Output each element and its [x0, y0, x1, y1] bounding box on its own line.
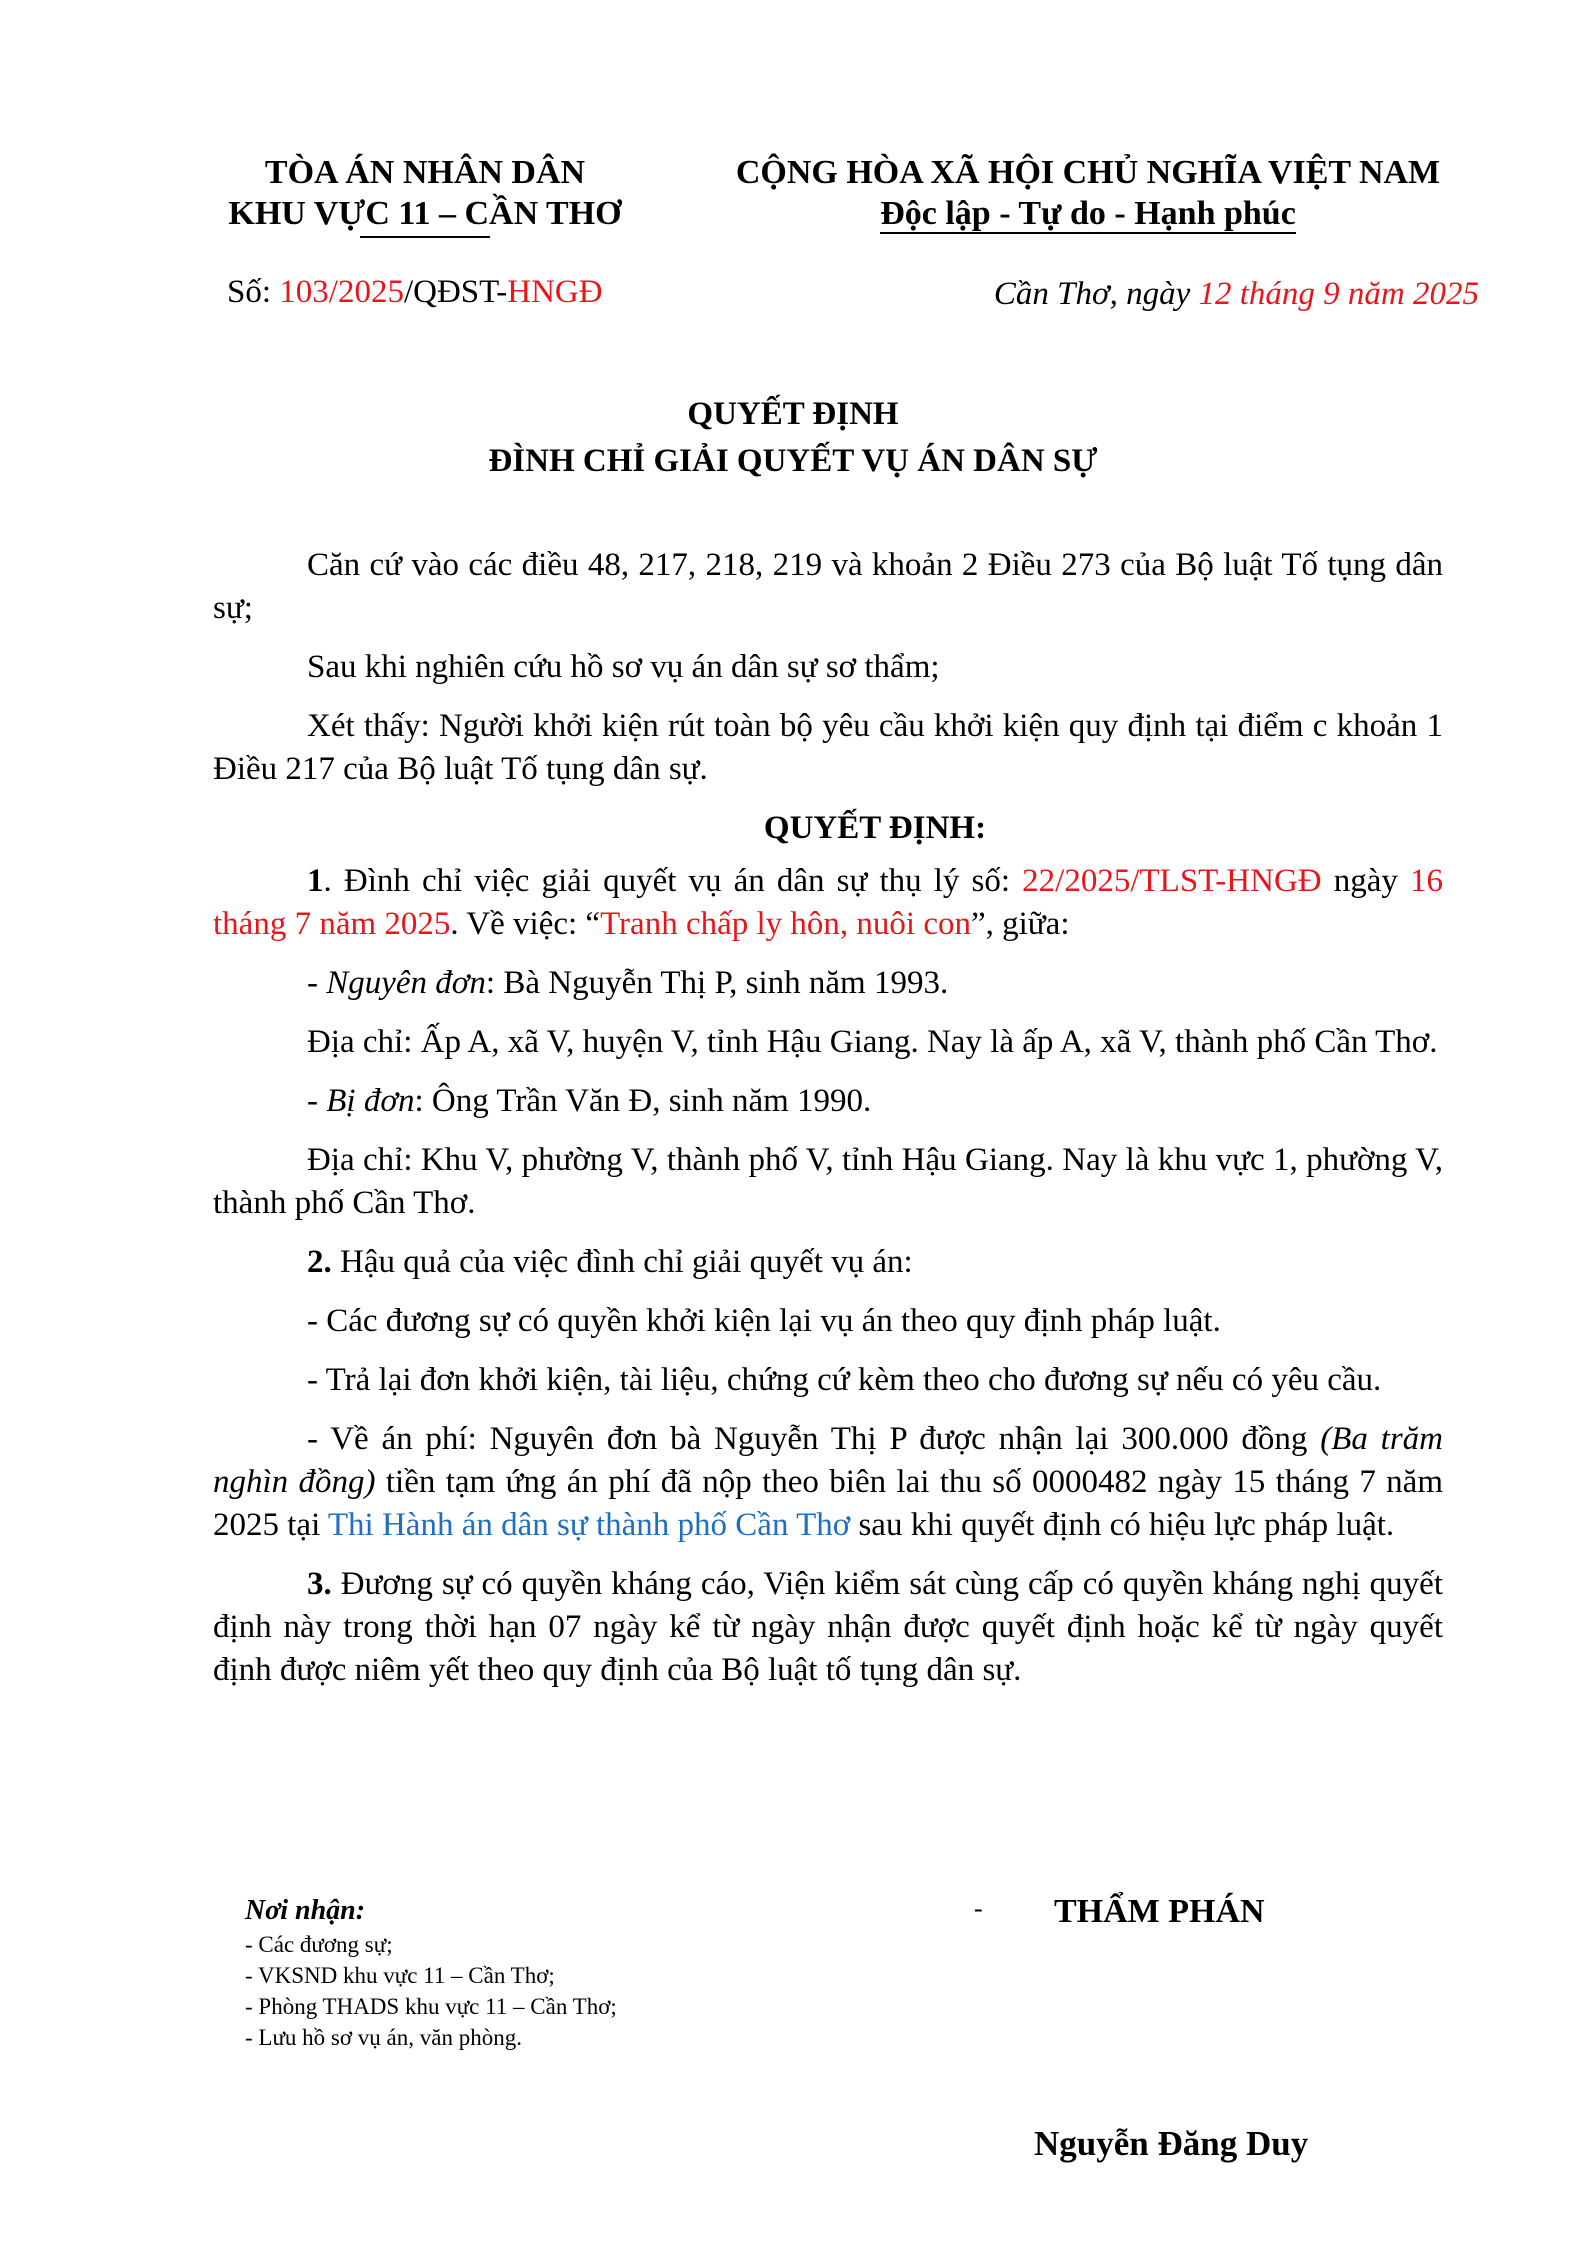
recipients-title: Nơi nhận:	[245, 1895, 366, 1926]
consequence-b: - Trả lại đơn khởi kiện, tài liệu, chứng cứ kèm theo cho đương sự nếu có yêu cầu.	[307, 1362, 1382, 1398]
item-number: 1	[307, 863, 324, 899]
recipient-item: - Các đương sự;	[245, 1932, 393, 1957]
document-body	[213, 544, 1443, 1708]
recipients	[245, 1893, 617, 2053]
case-number: 22/2025/TLST-HNGĐ	[1022, 863, 1322, 899]
defendant-text: : Ông Trần Văn Đ, sinh năm 1990.	[414, 1083, 872, 1119]
title-line-2: ĐÌNH CHỈ GIẢI QUYẾT VỤ ÁN DÂN SỰ	[488, 443, 1098, 479]
case-date: 16 tháng 7 năm 2025	[213, 863, 1443, 942]
item1-text: ngày	[1321, 863, 1410, 899]
number-prefix: Số:	[227, 274, 280, 310]
signature-dash: -	[974, 1894, 983, 1923]
recipient-item: - Phòng THADS khu vực 11 – Cần Thơ;	[245, 1994, 617, 2019]
defendant	[213, 1080, 1443, 1123]
document-title	[0, 391, 1586, 485]
national-motto	[688, 152, 1488, 234]
nation-line-2: Độc lập - Tự do - Hạnh phúc	[880, 195, 1296, 232]
plaintiff-address: Địa chỉ: Ấp A, xã V, huyện V, tỉnh Hậu Giang. Nay là ấp A, xã V, thành phố Cần Thơ.	[307, 1024, 1438, 1060]
date-value: 12 tháng 9 năm 2025	[1198, 276, 1479, 312]
court-name	[205, 152, 645, 238]
item2-text: Hậu quả của việc đình chỉ giải quyết vụ án:	[331, 1244, 913, 1280]
enforcement-agency: Thi Hành án dân sự thành phố Cần Thơ	[327, 1507, 851, 1543]
fee-words: (Ba trăm nghìn đồng)	[213, 1421, 1443, 1500]
recipient-item: - Lưu hồ sơ vụ án, văn phòng.	[245, 2025, 522, 2050]
court-line-1: TÒA ÁN NHÂN DÂN	[264, 154, 586, 191]
defendant-label: Bị đơn	[326, 1083, 415, 1119]
court-fee	[213, 1418, 1443, 1547]
signer-name: Nguyễn Đăng Duy	[1034, 2124, 1309, 2163]
legal-basis: Căn cứ vào các điều 48, 217, 218, 219 và khoản 2 Điều 273 của Bộ luật Tố tụng dân sự;	[213, 547, 1443, 626]
defendant-address: Địa chỉ: Khu V, phường V, thành phố V, tỉnh Hậu Giang. Nay là khu vực 1, phường V, thành phố Cần Thơ.	[213, 1142, 1443, 1221]
title-line-1: QUYẾT ĐỊNH	[687, 396, 899, 432]
plaintiff-text: : Bà Nguyễn Thị P, sinh năm 1993.	[485, 965, 949, 1001]
fee-text: sau khi quyết định có hiệu lực pháp luật.	[850, 1507, 1395, 1543]
item-number: 2.	[307, 1244, 332, 1280]
decision-item-2	[213, 1241, 1443, 1284]
decision-heading: QUYẾT ĐỊNH:	[763, 810, 987, 846]
item3-text: Đương sự có quyền kháng cáo, Viện kiểm sát cùng cấp có quyền kháng nghị quyết định này trong thời hạn 07 ngày kể từ ngày nhận được quyết định hoặc kể từ ngày quyết định được niêm yết theo quy định của Bộ luật tố tụng dân sự.	[213, 1566, 1443, 1688]
decision-item-1	[213, 860, 1443, 946]
consequence-a: - Các đương sự có quyền khởi kiện lại vụ án theo quy định pháp luật.	[307, 1303, 1221, 1339]
date-place: Cần Thơ, ngày	[993, 276, 1199, 312]
plaintiff-label: Nguyên đơn	[326, 965, 486, 1001]
dash: -	[307, 1083, 327, 1119]
document-date	[994, 276, 1479, 313]
review-statement: Sau khi nghiên cứu hồ sơ vụ án dân sự sơ thẩm;	[307, 649, 940, 685]
item1-text: . Đình chỉ việc giải quyết vụ án dân sự thụ lý số:	[323, 863, 1023, 899]
number-suffix: HNGĐ	[507, 274, 603, 310]
plaintiff	[213, 962, 1443, 1005]
item1-text: . Về việc: “	[450, 906, 601, 942]
dash: -	[307, 965, 327, 1001]
signer-role: THẨM PHÁN	[1054, 1893, 1265, 1930]
fee-text: tiền tạm ứng án phí đã nộp theo biên lai thu số 0000482 ngày 15 tháng 7 năm 2025 tại	[213, 1464, 1443, 1543]
fee-text: - Về án phí: Nguyên đơn bà Nguyễn Thị P được nhận lại 300.000 đồng	[307, 1421, 1321, 1457]
number-value: 103/2025	[279, 274, 404, 310]
number-mid: /QĐST-	[403, 274, 508, 310]
recipient-item: - VKSND khu vực 11 – Cần Thơ;	[245, 1963, 555, 1988]
document-number	[227, 274, 603, 311]
decision-item-3	[213, 1563, 1443, 1692]
court-line-2: KHU VỰC 11 – CẦN THƠ	[228, 195, 622, 232]
item-number: 3.	[307, 1566, 332, 1602]
item1-text: ”, giữa:	[970, 906, 1070, 942]
nation-line-1: CỘNG HÒA XÃ HỘI CHỦ NGHĨA VIỆT NAM	[735, 154, 1441, 191]
finding-statement: Xét thấy: Người khởi kiện rút toàn bộ yêu cầu khởi kiện quy định tại điểm c khoản 1 Điều 217 của Bộ luật Tố tụng dân sự.	[213, 708, 1443, 787]
case-subject: Tranh chấp ly hôn, nuôi con	[600, 906, 971, 942]
court-underline	[360, 236, 490, 238]
